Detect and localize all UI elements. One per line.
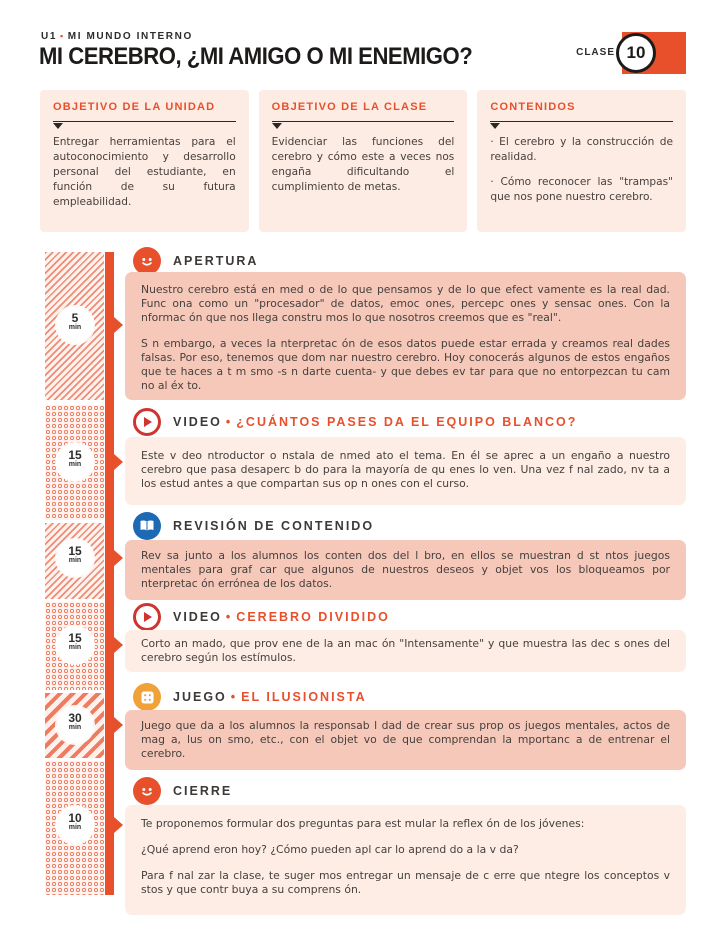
section-header-cierre: [133, 777, 232, 805]
duration-unit: min: [68, 824, 82, 831]
duration-badge: [57, 627, 93, 663]
section-body-video-1: [125, 437, 686, 505]
divider: [53, 121, 236, 122]
breadcrumb: [41, 31, 193, 42]
duration-badge: [57, 707, 93, 743]
info-col-contenidos: [477, 90, 686, 232]
duration-unit: min: [68, 461, 82, 468]
section-title: [173, 610, 390, 624]
title-separator: •: [225, 415, 233, 429]
play-video-icon: [133, 408, 161, 436]
paragraph: Rev sa junto a los alumnos los conten dos del l bro, en ellos se muestran d st ntos juegos mentales para graf car que algunos de nuestros deseos y objet vos los bloqueamos por nterpretac ón errónea de los datos.: [141, 549, 670, 590]
duration-value: 10: [68, 811, 82, 825]
info-col-objetivo-unidad: [40, 90, 249, 232]
duration-value: 5: [71, 311, 79, 325]
speech-tail-icon: [125, 817, 126, 833]
speech-tail-icon: [125, 454, 126, 470]
timeline-arrow-icon: [114, 550, 123, 566]
timeline-arrow-icon: [114, 817, 123, 833]
timeline-arrow-icon: [114, 717, 123, 733]
duration-badge: [57, 807, 93, 843]
paragraph: S n embargo, a veces la nterpretac ón de esos datos puede estar errada y creamos real dades falsas. Por eso, tenemos que dom nar nuestro cerebro. Hoy conocerás algunos de estos engaños que te haces a t m smo -s n darte cuenta- y que debes ev tar para que no entorpezcan tu cam no al éx to.: [141, 337, 670, 392]
duration-value: 15: [68, 631, 82, 645]
face-icon: [133, 247, 161, 275]
paragraph: ¿Qué aprend eron hoy? ¿Cómo pueden apl car lo aprend do a la v da?: [141, 843, 519, 856]
section-title: [173, 690, 367, 704]
speech-tail-icon: [125, 637, 126, 653]
section-body-cierre: [125, 805, 686, 915]
duration-unit: min: [68, 557, 82, 564]
breadcrumb-label: MI MUNDO INTERNO: [67, 31, 193, 42]
duration-value: 15: [68, 448, 82, 462]
section-title: REVISIÓN DE CONTENIDO: [173, 519, 375, 533]
timeline-bar: [105, 252, 114, 895]
section-title-main: JUEGO: [173, 690, 227, 704]
section-header-revision: [133, 512, 374, 540]
section-body-apertura: [125, 272, 686, 400]
timeline-arrow-icon: [114, 454, 123, 470]
speech-tail-icon: [125, 550, 126, 566]
speech-tail-icon: [125, 717, 126, 733]
section-body-video-2: [125, 630, 686, 672]
duration-badge: [57, 307, 93, 343]
duration-unit: min: [68, 724, 82, 731]
info-col-title: OBJETIVO DE LA UNIDAD: [53, 101, 216, 113]
paragraph: Nuestro cerebro está en med o de lo que pensamos y de lo que efect vamente es la real dad. Func ona como un "procesador" de datos, emoc ones, percepc ones y sensac ones. Con la nformac ón que nos llega constru mos lo que nosotros creemos que es "real".: [141, 283, 670, 324]
clase-number-badge: 10: [616, 33, 656, 73]
clase-label: CLASE: [576, 47, 615, 58]
info-col-title: CONTENIDOS: [490, 101, 576, 113]
open-book-icon: [133, 512, 161, 540]
section-title: CIERRE: [173, 784, 233, 798]
info-col-body: Entregar herramientas para el autoconocimiento y desarrollo personal del estudiante, en función de su futura empleabilidad.: [53, 136, 236, 208]
duration-unit: min: [68, 644, 82, 651]
content-bullet: · Cómo reconocer las "trampas" que nos pone nuestro cerebro.: [490, 176, 674, 203]
timeline-arrow-icon: [114, 317, 123, 333]
paragraph: Para f nal zar la clase, te suger mos entregar un mensaje de c erre que ntegre los conceptos v stos y que contr buya a su comprens ón.: [141, 869, 670, 896]
timeline-arrow-icon: [114, 637, 123, 653]
info-col-title: OBJETIVO DE LA CLASE: [271, 101, 428, 113]
section-body-revision: [125, 540, 686, 600]
breadcrumb-bullet-icon: ▪: [59, 31, 65, 41]
section-header-video-1: [133, 408, 577, 436]
section-title: APERTURA: [173, 254, 259, 268]
divider: [490, 121, 673, 122]
section-header-video-2: [133, 603, 390, 631]
duration-unit: min: [68, 324, 82, 331]
section-title-sub: ¿CUÁNTOS PASES DA EL EQUIPO BLANCO?: [236, 415, 578, 429]
section-header-apertura: [133, 247, 258, 275]
duration-badge: [57, 540, 93, 576]
unit-code: U1: [41, 31, 57, 42]
speech-tail-icon: [125, 317, 126, 333]
page-title: MI CEREBRO, ¿MI AMIGO O MI ENEMIGO?: [39, 43, 473, 70]
info-col-objetivo-clase: [259, 90, 468, 232]
duration-value: 30: [68, 711, 82, 725]
paragraph: Este v deo ntroductor o nstala de nmed ato el tema. En él se aprec a un engaño a nuestro cerebro que pasa desaperc b do para la mayoría de qu enes lo ven. Una vez f nal zado, nv ta a los estud antes a que compartan sus op n ones con el curso.: [141, 449, 670, 490]
info-col-body: [490, 135, 673, 205]
face-icon: [133, 777, 161, 805]
section-title-main: VIDEO: [173, 610, 222, 624]
info-columns: [40, 90, 686, 232]
duration-value: 15: [68, 544, 82, 558]
info-col-body: Evidenciar las funciones del cerebro y cómo este a veces nos engaña dificultando el cumplimiento de metas.: [271, 136, 455, 193]
content-bullet: · El cerebro y la construcción de realidad.: [490, 136, 674, 163]
section-header-juego: [133, 683, 367, 711]
duration-badge: [57, 444, 93, 480]
play-video-icon: [133, 603, 161, 631]
paragraph: Juego que da a los alumnos la responsab l dad de crear sus prop os juegos mentales, actos de mag a, lus on smo, etc., con el objet vo de que comprendan la mportanc a de entrenar el cerebro.: [141, 719, 670, 760]
title-separator: •: [225, 610, 233, 624]
dice-icon: [133, 683, 161, 711]
divider: [272, 121, 455, 122]
paragraph: Te proponemos formular dos preguntas para est mular la reflex ón de los jóvenes:: [141, 817, 585, 830]
section-title-sub: EL ILUSIONISTA: [241, 690, 367, 704]
section-title-sub: CEREBRO DIVIDIDO: [236, 610, 390, 624]
section-title-main: VIDEO: [173, 415, 222, 429]
paragraph: Corto an mado, que prov ene de la an mac ón "Intensamente" y que muestra las dec s ones del cerebro según los estímulos.: [141, 637, 670, 664]
section-body-juego: [125, 710, 686, 770]
section-title: [173, 415, 577, 429]
title-separator: •: [230, 690, 238, 704]
